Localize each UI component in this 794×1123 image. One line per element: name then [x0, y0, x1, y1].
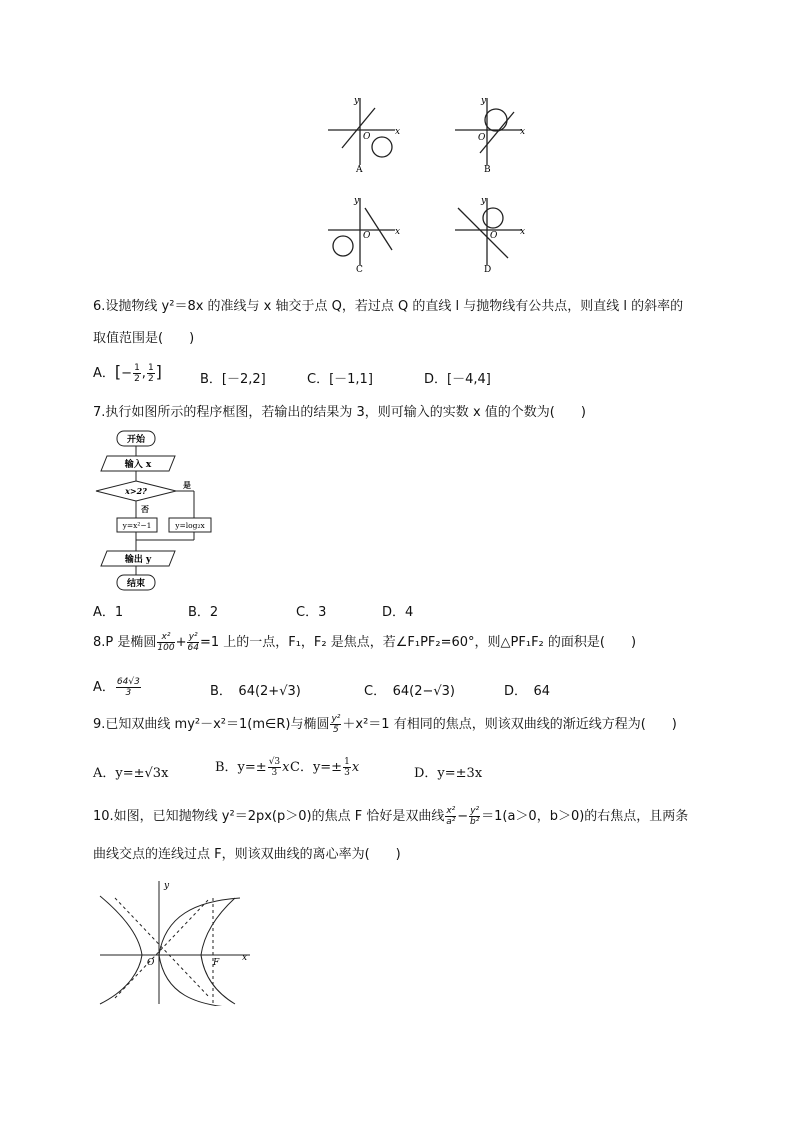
q10-axis-x: x: [242, 953, 248, 963]
svg-text:x: x: [520, 227, 526, 237]
q10-figure: [95, 876, 255, 1006]
q9-option-d: D．y=±3x: [414, 766, 483, 781]
q8-option-a: A． $\frac{64√3}{3}$: [93, 677, 140, 698]
figure-c: [328, 198, 395, 265]
svg-text:x: x: [395, 227, 401, 237]
q10-origin: O: [147, 958, 155, 968]
q7-option-b: B．2: [188, 605, 219, 620]
svg-text:y: y: [481, 96, 487, 106]
q7-option-a: A．1: [93, 605, 124, 620]
q7-flowchart: [93, 428, 223, 593]
q9-option-a: A．y=±√3x: [93, 766, 169, 781]
flow-start-label: 开始: [126, 435, 146, 445]
q9-option-b: B．y=± $\frac{√3}{3}$ x: [215, 757, 290, 778]
fig-a-x: x: [395, 127, 401, 137]
q6-line2: 取值范围是( ): [93, 331, 195, 346]
flowchart-svg: [93, 428, 223, 593]
q6-option-d: D．[－4,4]: [424, 372, 491, 387]
q6-number: 6.: [93, 299, 106, 314]
flow-yes-label: 是: [183, 480, 191, 490]
fig-a-label: A: [356, 165, 363, 175]
q10-axis-y: y: [164, 881, 170, 891]
fig-b-label: B: [484, 165, 491, 175]
figure-d: [455, 198, 522, 265]
q6-option-a: A．[− $\frac{1}{2}$ , $\frac{1}{2}$ ]: [93, 362, 162, 384]
q10-line2: 曲线交点的连线过点 F，则该双曲线的离心率为( ): [93, 847, 401, 862]
q8-option-d: D． 64: [504, 684, 551, 699]
fig-a-o: O: [363, 132, 371, 142]
q5-figure-group: [320, 90, 530, 275]
q10-line1: 10.如图，已知抛物线 y²＝2px(p＞0)的焦点 F 恰好是双曲线 $\frac{\text{x²}}{\text{a²}}$ − $\frac{\text{y²}}{\text{b²}}$ ＝1(a＞0，b＞0)的右焦点，且两条: [93, 806, 689, 827]
q7-text: 7.执行如图所示的程序框图，若输出的结果为 3，则可输入的实数 x 值的个数为( ): [93, 405, 586, 420]
svg-text:y: y: [481, 196, 487, 206]
svg-text:x: x: [520, 127, 526, 137]
fig-c-label: C: [356, 265, 363, 275]
figure-b: [455, 98, 522, 165]
q8-option-c: C． 64(2−√3): [364, 684, 455, 699]
fig-d-label: D: [484, 265, 492, 275]
flow-no-label: 否: [141, 504, 149, 514]
fig-a-y: y: [354, 96, 360, 106]
svg-text:O: O: [363, 231, 371, 241]
q8-option-b: B． 64(2+√3): [210, 684, 301, 699]
q6-option-c: C．[－1,1]: [307, 372, 373, 387]
q9-option-c: C．y=± $\frac{1}{3}$ x: [290, 757, 360, 778]
q6-line1: [93, 298, 683, 316]
q6-option-b: B．[－2,2]: [200, 372, 266, 387]
q10-figure-svg: [95, 876, 255, 1006]
flow-condition-label: x>2?: [125, 486, 147, 496]
flow-output-label: 输出 y: [124, 555, 152, 565]
svg-text:O: O: [478, 133, 486, 143]
svg-text:y: y: [354, 196, 360, 206]
q7-option-d: D．4: [382, 605, 414, 620]
q8-text: 8.P 是椭圆 $\frac{\text{x²}}{100}$ + $\frac{\text{y²}}{64}$ =1 上的一点，F₁，F₂ 是焦点，若∠F₁PF₂=60°，则△PF₁F₂ 的面积是( ): [93, 632, 637, 653]
q6-text: 设抛物线 y²＝8x 的准线与 x 轴交于点 Q，若过点 Q 的直线 l 与抛物线有公共点，则直线 l 的斜率的: [105, 299, 684, 314]
q10-focus: F: [213, 958, 220, 968]
q7-option-c: C．3: [296, 605, 327, 620]
flow-input-label: 输入 x: [124, 460, 152, 470]
q5-figures: [320, 90, 530, 275]
svg-text:O: O: [490, 231, 498, 241]
q9-text: 9.已知双曲线 my²－x²＝1(m∈R)与椭圆 $\frac{\text{y²}}{5}$ ＋x²＝1 有相同的焦点，则该双曲线的渐近线方程为( ): [93, 714, 677, 735]
flow-end-label: 结束: [126, 579, 146, 589]
figure-a: [328, 98, 395, 165]
flow-branch-no-label: y=x²−1: [122, 521, 152, 530]
flow-branch-yes-label: y=log₂x: [175, 521, 205, 530]
